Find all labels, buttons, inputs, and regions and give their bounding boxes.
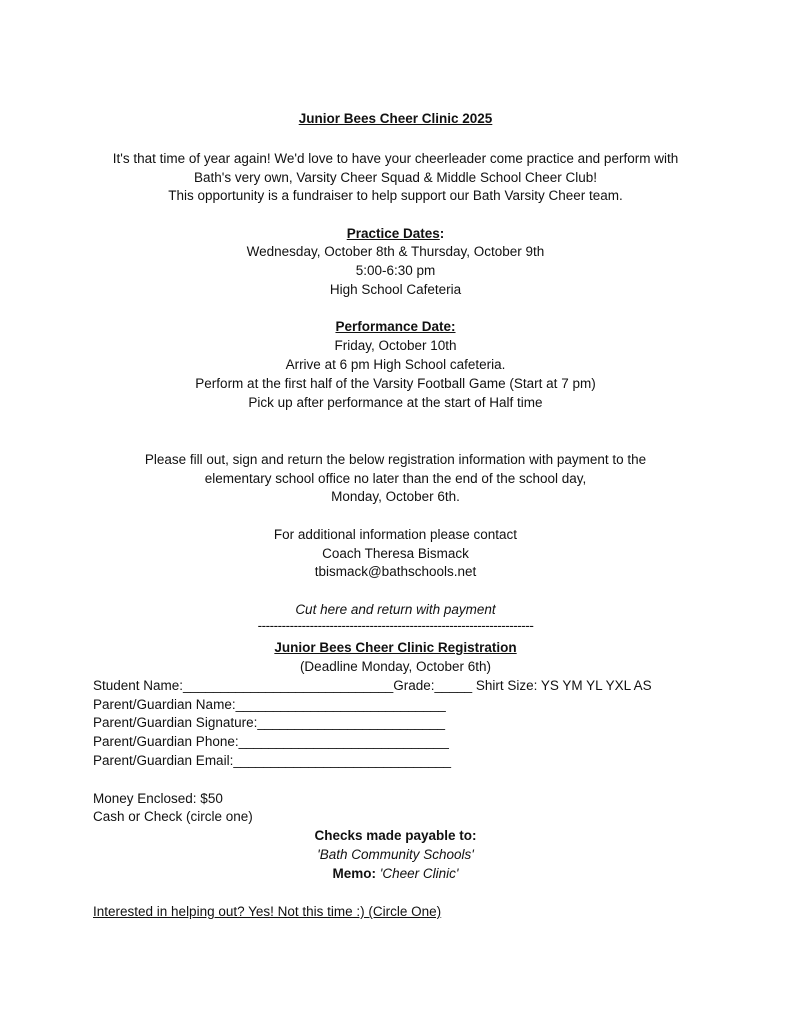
document-title: Junior Bees Cheer Clinic 2025 [298, 111, 493, 126]
contact-name: Coach Theresa Bismack [322, 546, 469, 561]
instructions-line-1: Please fill out, sign and return the below registration information with payment to the [144, 452, 647, 467]
practice-heading-colon: : [439, 226, 445, 241]
interested-line[interactable]: Interested in helping out? Yes! Not this time :) (Circle One) [93, 904, 442, 919]
memo-line: Memo: 'Cheer Clinic' [332, 866, 459, 881]
intro-line-2: Bath's very own, Varsity Cheer Squad & Middle School Cheer Club! [193, 170, 598, 185]
guardian-phone-field[interactable]: Parent/Guardian Phone:____________________________ [93, 734, 449, 749]
practice-heading-text: Practice Dates [346, 226, 440, 241]
memo-label: Memo [332, 866, 372, 881]
contact-line-1: For additional information please contact [273, 527, 518, 542]
registration-title: Junior Bees Cheer Clinic Registration [274, 640, 517, 655]
performance-line-3: Perform at the first half of the Varsity Football Game (Start at 7 pm) [195, 376, 596, 391]
guardian-signature-field[interactable]: Parent/Guardian Signature:_________________________ [93, 715, 446, 730]
cut-instruction: Cut here and return with payment [295, 602, 496, 617]
instructions-line-3: Monday, October 6th. [331, 489, 460, 504]
instructions-line-2: elementary school office no later than the end of the school day, [204, 471, 587, 486]
guardian-name-field[interactable]: Parent/Guardian Name:____________________________ [93, 697, 446, 712]
practice-line-3: High School Cafeteria [329, 282, 462, 297]
memo-value: 'Cheer Clinic' [379, 866, 459, 881]
intro-line-1: It's that time of year again! We'd love to have your cheerleader come practice and perform with [112, 151, 679, 166]
student-name-field[interactable]: Student Name:____________________________Grade:_____ Shirt Size: YS YM YL YXL AS [93, 678, 652, 693]
practice-line-1: Wednesday, October 8th & Thursday, October 9th [246, 244, 545, 259]
cut-divider: --------------------------------------------------------------------- [257, 618, 534, 633]
performance-line-2: Arrive at 6 pm High School cafeteria. [285, 357, 506, 372]
money-enclosed: Money Enclosed: $50 [93, 791, 223, 806]
performance-line-1: Friday, October 10th [334, 338, 457, 353]
cash-or-check: Cash or Check (circle one) [93, 809, 253, 824]
payable-heading: Checks made payable to: [314, 828, 477, 843]
practice-heading [0, 225, 791, 243]
performance-heading: Performance Date: [335, 319, 456, 334]
performance-line-4: Pick up after performance at the start of Half time [248, 395, 543, 410]
contact-email: tbismack@bathschools.net [314, 564, 477, 579]
practice-line-2: 5:00-6:30 pm [355, 263, 436, 278]
intro-line-3: This opportunity is a fundraiser to help support our Bath Varsity Cheer team. [168, 188, 623, 203]
payable-name: 'Bath Community Schools' [317, 847, 474, 862]
guardian-email-field[interactable]: Parent/Guardian Email:_____________________________ [93, 753, 452, 768]
registration-deadline: (Deadline Monday, October 6th) [299, 659, 492, 674]
